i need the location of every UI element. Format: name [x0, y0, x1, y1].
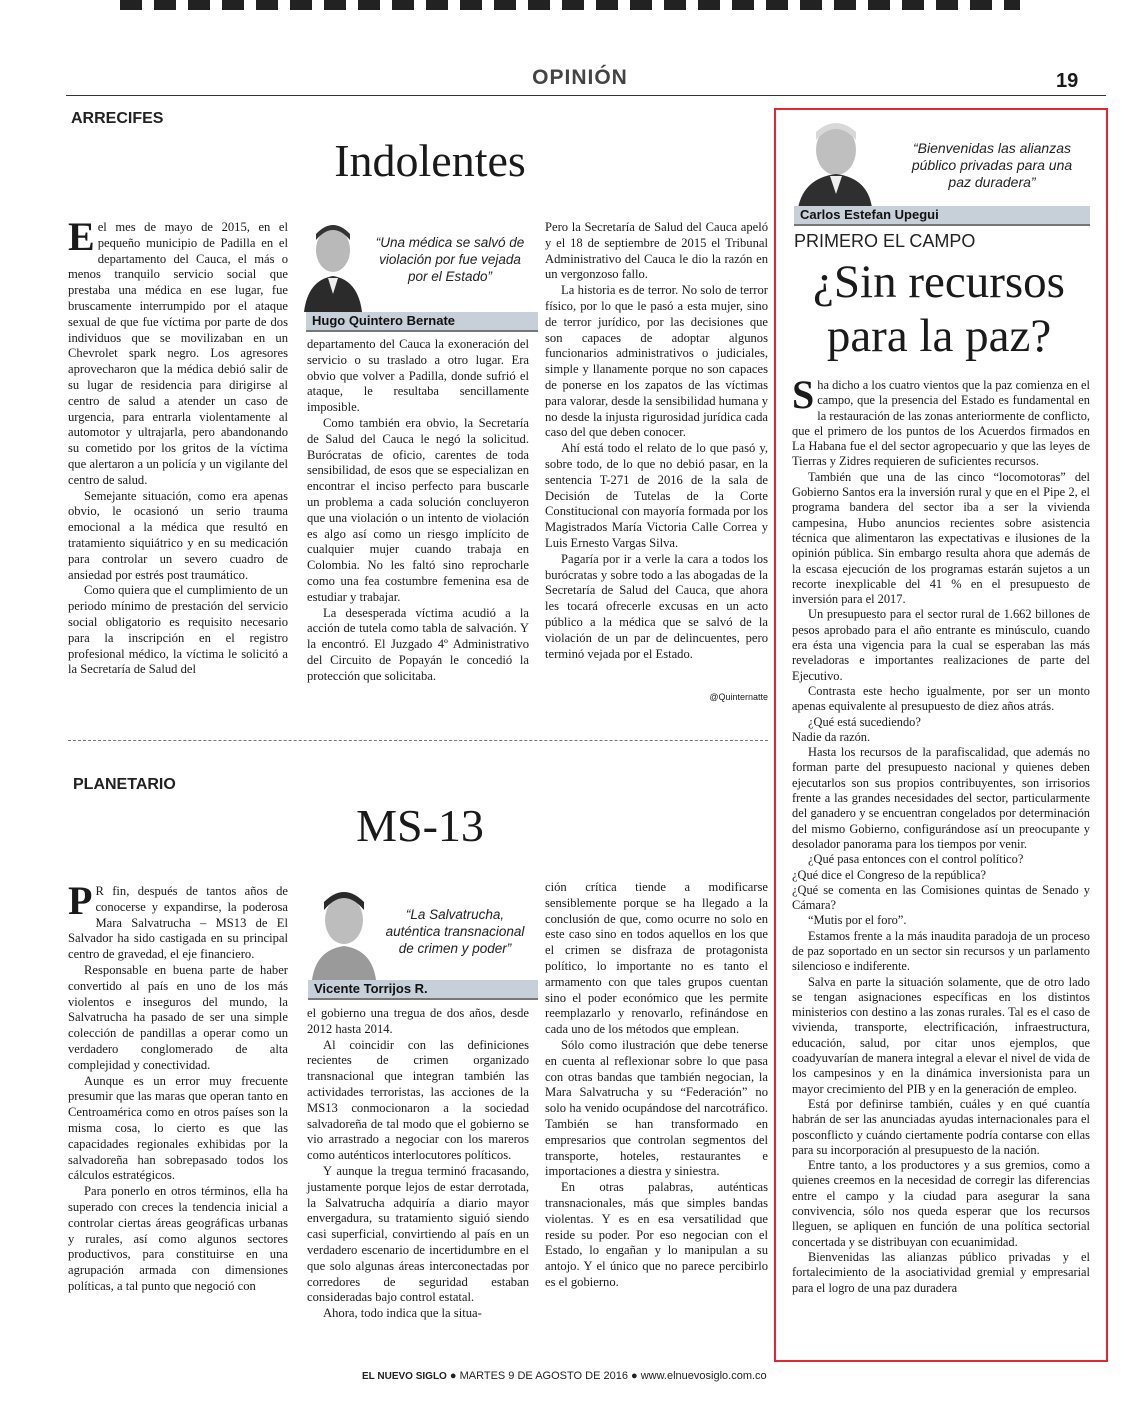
arrecifes-col-2	[307, 337, 529, 685]
author-bar-quintero: Hugo Quintero Bernate	[306, 312, 538, 332]
paragraph: En otras palabras, auténticas transnacionales, más que simples bandas violentas. Y es en esa versatilidad que reside su poder. Por eso negocian con el Estado, lo engañan y lo manipulan a su antojo. Y el único que no parece percibirlo es el gobierno.	[545, 1180, 768, 1289]
paragraph: También que una de las cinco “locomotoras” del Gobierno Santos era la inversión rural y que en el Pipe 2, el programa bandera del sector iba a ser la vivienda campesina, Hubo anuncios recientes sobre asistencia técnica que alimentaron las expectativas e ilusiones de la opinión pública. Sin embargo resulta ahora que además de la escasa ejecución de los programas estarán sujetos a un recorte inexplicable del 41 % en el presupuesto de inversión para el 2017.	[792, 469, 1090, 607]
paragraph: Salva en parte la situación solamente, que de otro lado se tengan asignaciones específicas en los distintos ministerios con destino a las zonas rurales. Tal es el caso de vivienda, transporte, electrificación, infraestructura, educación, salud, por citar unos ejemplos, que coadyuvarían de manera integral a elevar el nivel de vida de los campesinos y en la dinámica inversionista para un mayor crecimiento del PIB y en la generación de empleo.	[792, 974, 1090, 1096]
paragraph: Ahí está todo el relato de lo que pasó y, sobre todo, de lo que no debió pasar, en la sentencia T-271 de 2016 de la sala de Decisión de Tutelas de la Corte Constitucional con mayoría formada por los Magistrados María Victoria Calle Correa y Luis Ernesto Vargas Silva.	[545, 441, 768, 550]
section-divider	[68, 740, 768, 741]
section-label: OPINIÓN	[532, 66, 628, 89]
campo-body	[792, 372, 1090, 1296]
header-rule	[66, 95, 1106, 96]
paragraph: Un presupuesto para el sector rural de 1.662 billones de pesos aprobado para el año entrante es minúsculo, cuando era ésta una vigencia para la cual se esperaban las más reveladoras e importantes realizaciones de parte del Ejecutivo.	[792, 607, 1090, 683]
paragraph: Está por definirse también, cuáles y en qué cuantía habrán de ser las anunciadas ayudas internacionales para el posconflicto y cuándo ciertamente podría contarse con ellas para su incorporación al presupuesto de la nación.	[792, 1096, 1090, 1157]
author-bar-estefan: Carlos Estefan Upegui	[794, 206, 1090, 226]
paragraph: Aunque es un error muy frecuente presumir que las maras que operan tanto en Centroamérica como en otros países son la misma cosa, lo cierto es que las capacidades regionales exhibidas por la salvadoreña han sobrepasado todos los cálculos estratégicos.	[68, 1073, 288, 1183]
planetario-col-3	[545, 880, 768, 1291]
headline-campo-line-2: para la paz?	[826, 310, 1052, 362]
dropcap: E	[68, 214, 95, 259]
dropcap: S	[792, 372, 815, 417]
paragraph: Ahora, todo indica que la situa-	[323, 1306, 482, 1321]
paragraph: Sólo como ilustración que debe tenerse en cuenta al reflexionar sobre lo que pasa con otras bandas que también negocian, la Mara Salvatrucha y su “Federación” no solo ha venido ocupándose del narcotráfico. También se han transformado en empresarios que controlan segmentos del transporte, hoteles, restaurantes e importaciones a diestra y siniestra.	[545, 1037, 768, 1179]
paragraph: ción crítica tiende a modificarse sensiblemente porque se ha llegado a la conclusión de que, como ocurre no solo en este caso sino en todos aquellos en los que el crimen se disfraza de protagonista político, lo importante no es tanto el armamento con que tales grupos cuentan sino el poder económico que les permite reemplazarlo y renovarlo, refinándose en cada uno de los métodos que emplean.	[545, 880, 768, 1037]
paragraph: Pagaría por ir a verle la cara a todos los burócratas y sobre todo a las abogadas de la Secretaría de Salud del Cauca, que ahora les tocará ofrecerle excusas en un acto público a la médica que se salvó de la violación de un par de delincuentes, pero terminó vejada por el Estado.	[545, 551, 768, 661]
paragraph: departamento del Cauca la exoneración del servicio o su traslado a otro lugar. Era obvio que volver a Padilla, donde sufrió el ataque, le resultaba sencillamente imposible.	[307, 337, 529, 415]
paragraph: Contrasta este hecho igualmente, por ser un monto apenas equivalente al presupuesto de diez años atrás.	[792, 683, 1090, 714]
headline-campo-line-1: ¿Sin recursos	[813, 256, 1065, 308]
paragraph: el mes de mayo de 2015, en el pequeño municipio de Padilla en el departamento del Cauca, el más o menos tranquilo servicio social que prestaba una médica en ese lugar, fue bruscamente interrumpido por el ataque sexual de que fue víctima por parte de dos individuos que se movilizaban en un Chevrolet spark negro. Los agresores aprovecharon que la médica debió salir de su lugar de residencia para dirigirse al centro de salud a atender un caso de urgencia, para entrarla violentamente al automotor y ultrajarla, pero abandonando su cometido por los gritos de la víctima que alertaron a un policía y un vigilante del centro de salud.	[68, 220, 288, 487]
bullet-icon: ●	[631, 1370, 641, 1382]
quote-campo: “Bienvenidas las alianzas público privadas para una paz duradera”	[911, 140, 1073, 190]
page-number: 19	[1056, 70, 1079, 92]
paragraph: Pero la Secretaría de Salud del Cauca apeló y el 18 de septiembre de 2015 el Tribunal Administrativo del Cauca le dio la razón en un vergonzoso fallo.	[545, 220, 768, 282]
paragraph: Para ponerlo en otros términos, ella ha superado con creces la tendencia inicial a controlar ciertas áreas geográficas urbanas y rurales, así como algunos sectores productivos, para constituirse en una agrupación armada con dimensiones políticas, a tal punto que negoció con	[68, 1184, 288, 1293]
arrecifes-col-3	[545, 220, 768, 662]
paragraph: Como también era obvio, la Secretaría de Salud del Cauca le negó la solicitud. Burócratas de oficio, carentes de toda sensibilidad, de esos que se especializan en encontrar el inciso perfecto para buscarle un problema a cada solución concluyeron que una violación o un intento de violación es algo así como un riesgo implícito de cualquier mujer cuando trabaja en Colombia. No les faltó sino reprocharle como una fea costumbre femenina esa de estudiar y trabajar.	[307, 415, 529, 604]
footer-date: MARTES 9 DE AGOSTO DE 2016	[459, 1370, 628, 1382]
author-photo-torrijos	[308, 880, 380, 980]
quote-indolentes: “Una médica se salvó de violación por fue vejada por el Estado”	[375, 235, 525, 284]
section-planetario: PLANETARIO	[73, 776, 176, 793]
paragraph: R fin, después de tantos años de conocerse y expandirse, la poderosa Mara Salvatrucha – MS13 de El Salvador ha sido castigada en su principal centro de gravedad, el eje financiero.	[68, 884, 288, 962]
top-strip	[120, 0, 1020, 10]
paragraph: Entre tanto, a los productores y a sus gremios, como a quienes creemos en la necesidad de corregir las diferencias entre el campo y la ciudad para asegurar la sana convivencia, sólo nos queda esperar que los recursos lleguen, se apliquen en función de una política sectorial concertada y se distribuyan con ecuanimidad.	[792, 1158, 1090, 1249]
paragraph: Al coincidir con las definiciones recientes de crimen organizado transnacional que integran también las actividades terroristas, las acciones de la MS13 conmocionaron a la sociedad salvadoreña de tal modo que el gobierno se vio arrastrado a negociar con los mareros como auténticos interlocutores políticos.	[307, 1037, 529, 1163]
footer-url: www.elnuevosiglo.com.co	[640, 1370, 767, 1382]
section-arrecifes: ARRECIFES	[71, 110, 164, 127]
paragraph: Estamos frente a la más inaudita paradoja de un proceso de paz soportado en un sector sin recursos y un parlamento silencioso e indiferente.	[792, 928, 1090, 974]
paragraph: Y aunque la tregua terminó fracasando, justamente porque lejos de estar derrotada, la Salvatrucha adquiría a diario mayor envergadura, su tratamiento siguió siendo casi superficial, convirtiendo al país en un verdadero escenario de incertidumbre en el que solo algunas áreas interconectadas por corredores de seguridad estaban consideradas bajo control estatal.	[307, 1163, 529, 1305]
paragraph: el gobierno una tregua de dos años, desde 2012 hasta 2014.	[307, 1006, 529, 1036]
paragraph: Semejante situación, como era apenas obvio, le ocasionó un serio trauma emocional a la médica que resultó en tratamiento siquiátrico y en su medicación para controlar un severo cuadro de ansiedad por estrés post traumático.	[68, 488, 288, 582]
paragraph: Hasta los recursos de la parafiscalidad, que además no forman parte del presupuesto nacional y quienes deben ejecutarlos son sus propios contribuyentes, son irrisorios frente a las grandes necesidades del sector, particularmente del ganadero y se encuentran congelados por determinación del mismo Gobierno, configurándose así un preocupante y desolador panorama para los tiempos por venir.	[792, 745, 1090, 851]
paragraph: ¿Qué dice el Congreso de la república?	[792, 867, 987, 882]
paragraph: ha dicho a los cuatro vientos que la paz comienza en el campo, que la presencia del Estado es fundamental en la restauración de las zonas anteriormente de conflicto, que el primero de los puntos de los Acuerdos firmados en La Habana fue el del sector agropecuario y que las leyes de Tierras y Zidres requieren de suficientes recursos.	[792, 378, 1090, 469]
paragraph: ¿Qué pasa entonces con el control político?	[808, 852, 1024, 867]
headline-indolentes: Indolentes	[334, 135, 526, 186]
footer	[362, 1370, 832, 1382]
author-bar-torrijos: Vicente Torrijos R.	[308, 980, 538, 1000]
headline-ms13: MS-13	[356, 800, 484, 851]
paragraph: Bienvenidas las alianzas público privadas y el fortalecimiento de la asociatividad gremial y empresarial para el logro de una paz duradera	[792, 1249, 1090, 1295]
paragraph: Nadie da razón.	[792, 729, 871, 744]
paragraph: Como quiera que el cumplimiento de un periodo mínimo de prestación del servicio social obligatorio es requisito necesario para la inscripción en el registro profesional médico, la víctima le solicitó a la Secretaría de Salud del	[68, 583, 288, 677]
paragraph: Responsable en buena parte de haber convertido al país en uno de los más violentos e inseguros del mundo, la Salvatrucha ha pasado de ser una simple colección de pandillas a operar como un verdadero conglomerado de alta complejidad y conectividad.	[68, 962, 288, 1072]
author-photo-quintero	[302, 212, 364, 312]
bullet-icon: ●	[449, 1370, 460, 1382]
paragraph: ¿Qué está sucediendo?	[808, 714, 921, 729]
planetario-col-2	[307, 1006, 529, 1322]
paragraph: ¿Qué se comenta en las Comisiones quintas de Senado y Cámara?	[792, 882, 1090, 913]
footer-paper: EL NUEVO SIGLO	[362, 1371, 447, 1382]
quote-ms13: “La Salvatrucha, auténtica transnacional de crimen y poder”	[385, 907, 525, 956]
kicker-campo: PRIMERO EL CAMPO	[794, 231, 976, 251]
signature: @Quinternatte	[709, 692, 768, 702]
paragraph: La desesperada víctima acudió a la acción de tutela como tabla de salvación. Y la encontró. El Juzgado 4º Administrativo del Circuito de Popayán le concedió la protección que solicitaba.	[307, 605, 529, 683]
arrecifes-col-1	[68, 214, 288, 678]
author-photo-estefan	[794, 112, 874, 208]
dropcap: P	[68, 878, 93, 923]
paragraph: La historia es de terror. No solo de terror físico, por lo que le pasó a esta mujer, sino de terror jurídico, por las decisiones que son capaces de adoptar algunos funcionarios administrativos o judiciales, simple y llanamente porque no son capaces de ponerse en los zapatos de las víctimas para valorar, desde la sensibilidad humana y no desde la injusta rigurosidad jurídica cada caso del que deben conocer.	[545, 283, 768, 440]
planetario-col-1	[68, 878, 288, 1295]
paragraph: “Mutis por el foro”.	[808, 913, 907, 928]
